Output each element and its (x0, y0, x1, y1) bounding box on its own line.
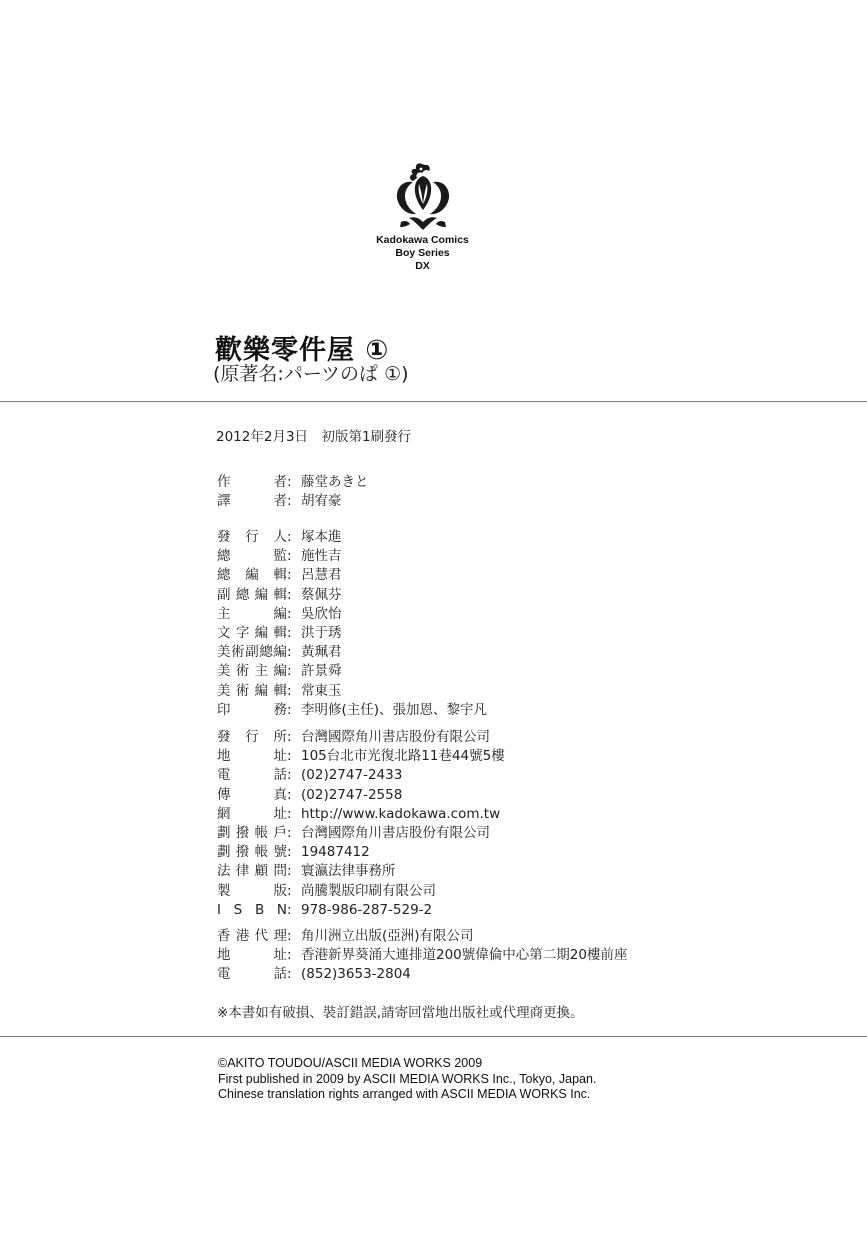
credit-colon: : (287, 863, 292, 880)
credit-value: 李明修(主任)、張加恩、黎宇凡 (301, 701, 488, 718)
credit-row (217, 701, 817, 720)
credit-label: 傳 真 (217, 786, 287, 803)
credit-value: 黃珮君 (301, 644, 342, 661)
credit-row (217, 528, 817, 547)
credit-row (217, 805, 817, 824)
credit-colon: : (287, 701, 292, 718)
credit-row (217, 946, 817, 965)
credits-group-hk-agent (217, 927, 817, 985)
credit-value: 台灣國際角川書店股份有限公司 (301, 729, 490, 745)
copyright-line: Chinese translation rights arranged with ASCII MEDIA WORKS Inc. (218, 1087, 591, 1101)
credit-row (217, 766, 817, 785)
credit-label: 電 話 (217, 767, 287, 784)
copyright-line: ©AKITO TOUDOU/ASCII MEDIA WORKS 2009 (218, 1056, 483, 1070)
credit-value: 香港新界葵涌大連排道200號偉倫中心第二期20樓前座 (301, 947, 628, 964)
credit-value: 呂慧君 (301, 567, 342, 584)
credits-group-publisher (217, 728, 817, 920)
publisher-logo (360, 160, 485, 273)
credit-row (217, 662, 817, 681)
credit-row (217, 682, 817, 701)
credit-value: 胡宥豪 (301, 493, 342, 510)
credit-row (217, 586, 817, 605)
publication-date: 2012年2月3日 初版第1刷發行 (216, 429, 412, 445)
credit-colon: : (287, 663, 292, 680)
credit-colon: : (287, 786, 292, 803)
credits-group-staff (217, 528, 817, 720)
credit-label: 譯 者 (217, 493, 287, 510)
credit-colon: : (287, 805, 292, 822)
credit-row (217, 547, 817, 566)
credit-row (217, 566, 817, 585)
credit-value: (852)3653-2804 (301, 966, 411, 983)
credit-label: 地 址 (217, 947, 287, 964)
credit-value: http://www.kadokawa.com.tw (301, 805, 501, 822)
credit-row (217, 862, 817, 881)
credit-row (217, 824, 817, 843)
credit-colon: : (287, 767, 292, 784)
credit-row (217, 728, 817, 747)
credit-value: (02)2747-2433 (301, 767, 403, 784)
credit-row (217, 843, 817, 862)
credit-value: 吳欣怡 (301, 605, 342, 622)
credit-value: 施性吉 (301, 548, 342, 565)
credit-label: 網 址 (217, 805, 287, 822)
divider-top (0, 401, 867, 402)
credits-group-authors (217, 473, 817, 511)
credit-row (217, 473, 817, 492)
credit-colon: : (287, 529, 292, 545)
imprint-label (360, 234, 485, 273)
credit-row (217, 624, 817, 643)
credit-label: 美 術 編 輯 (217, 682, 287, 699)
credit-label: 劃 撥 帳 號 (217, 844, 287, 861)
credit-label: 電 話 (217, 966, 287, 983)
imprint-line: DX (415, 260, 430, 272)
credit-label: 香 港 代 理 (217, 928, 287, 944)
credit-row (217, 492, 817, 511)
credit-row (217, 643, 817, 662)
credit-colon: : (287, 882, 292, 899)
credit-colon: : (287, 567, 292, 584)
credit-colon: : (287, 901, 292, 918)
copyright-block (218, 1056, 596, 1103)
credit-value: 台灣國際角川書店股份有限公司 (301, 824, 490, 841)
credit-row (217, 965, 817, 984)
credit-label: I S B N (217, 901, 287, 918)
credit-value: (02)2747-2558 (301, 786, 403, 803)
copyright-line: First published in 2009 by ASCII MEDIA WORKS Inc., Tokyo, Japan. (218, 1071, 597, 1086)
credit-value: 寰瀛法律事務所 (301, 863, 396, 880)
divider-bottom (0, 1036, 867, 1037)
credit-value: 978-986-287-529-2 (301, 901, 433, 918)
credit-colon: : (287, 844, 292, 861)
credit-value: 蔡佩芬 (301, 586, 342, 603)
credit-value: 許景舜 (301, 663, 342, 680)
credit-label: 地 址 (217, 748, 287, 765)
defect-notice: ※本書如有破損、裝訂錯誤,請寄回當地出版社或代理商更換。 (217, 1005, 584, 1021)
credit-colon: : (287, 474, 292, 490)
credit-row (217, 882, 817, 901)
credit-label: 總 編 輯 (217, 567, 287, 584)
credit-colon: : (287, 493, 292, 510)
book-title: 歡樂零件屋 ① (215, 335, 390, 366)
credit-colon: : (287, 729, 292, 745)
credit-row (217, 605, 817, 624)
credit-colon: : (287, 748, 292, 765)
credit-label: 劃 撥 帳 戶 (217, 824, 287, 841)
phoenix-logo-icon (391, 160, 455, 234)
credit-colon: : (287, 928, 292, 944)
imprint-line: Kadokawa Comics (376, 234, 469, 246)
credit-label: 印 務 (217, 701, 287, 718)
credit-colon: : (287, 605, 292, 622)
original-title: (原著名:パーツのぱ ①) (213, 363, 409, 385)
credit-colon: : (287, 966, 292, 983)
credit-label: 發 行 所 (217, 729, 287, 745)
credit-label: 製 版 (217, 882, 287, 899)
credit-label: 美 術 副 總 編 (217, 644, 287, 661)
credit-colon: : (287, 548, 292, 565)
credit-row (217, 927, 817, 946)
credit-value: 19487412 (301, 844, 370, 861)
credit-value: 常東玉 (301, 682, 342, 699)
credit-label: 法 律 顧 問 (217, 863, 287, 880)
credit-colon: : (287, 586, 292, 603)
credit-row (217, 747, 817, 766)
credit-colon: : (287, 682, 292, 699)
credit-row (217, 901, 817, 920)
credit-label: 作 者 (217, 474, 287, 490)
credit-label: 主 編 (217, 605, 287, 622)
credit-colon: : (287, 947, 292, 964)
imprint-line: Boy Series (395, 247, 450, 259)
credit-value: 藤堂あきと (301, 474, 369, 490)
credit-value: 105台北市光復北路11巷44號5樓 (301, 748, 505, 765)
credit-value: 尚騰製版印刷有限公司 (301, 882, 436, 899)
credit-colon: : (287, 644, 292, 661)
credit-label: 發 行 人 (217, 529, 287, 545)
credit-label: 總 監 (217, 548, 287, 565)
credit-row (217, 786, 817, 805)
credit-value: 塚本進 (301, 529, 342, 545)
credit-label: 美 術 主 編 (217, 663, 287, 680)
credit-colon: : (287, 624, 292, 641)
credit-label: 副 總 編 輯 (217, 586, 287, 603)
credit-label: 文 字 編 輯 (217, 624, 287, 641)
credit-value: 洪于琇 (301, 624, 342, 641)
credit-value: 角川洲立出版(亞洲)有限公司 (301, 928, 474, 944)
credit-colon: : (287, 824, 292, 841)
